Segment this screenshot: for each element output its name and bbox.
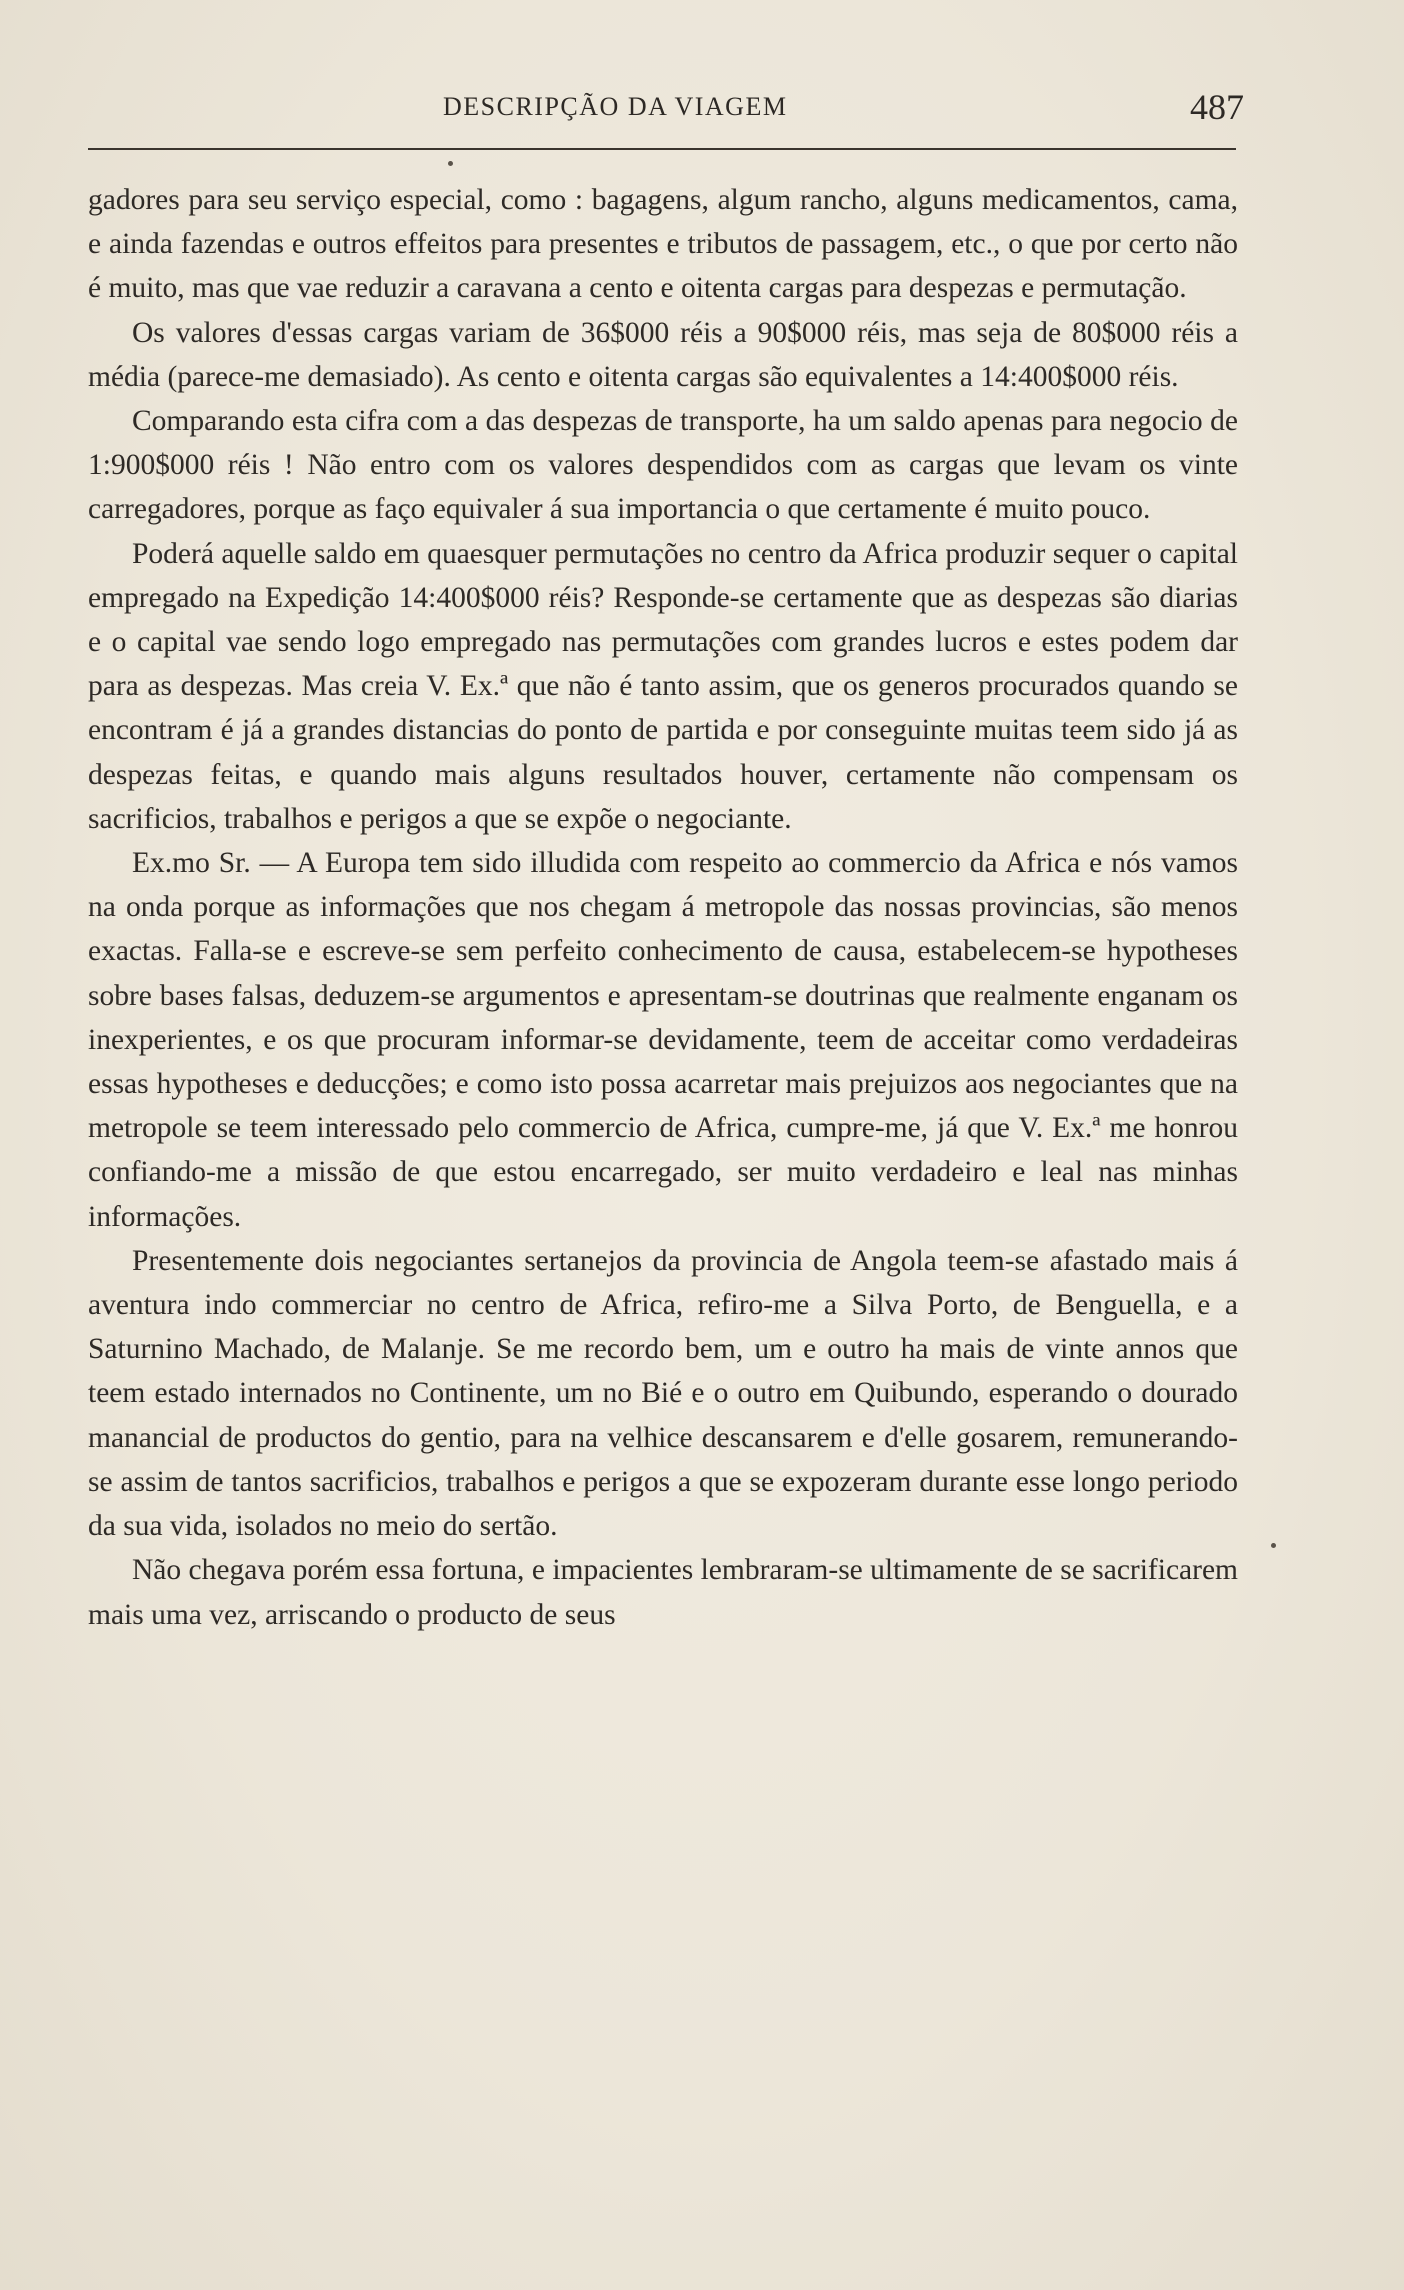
speck	[1271, 1543, 1276, 1548]
running-title: DESCRIPÇÃO DA VIAGEM	[443, 92, 788, 121]
paragraph: Os valores d'essas cargas variam de 36$000 réis a 90$000 réis, mas seja de 80$000 réis a média (parece-me demasiado). As cento e oitenta cargas são equivalentes a 14:400$000 réis.	[88, 316, 1238, 393]
speck	[448, 161, 453, 166]
body-text	[88, 178, 1238, 1637]
paragraph: Ex.mo Sr. — A Europa tem sido illudida com respeito ao commercio da Africa e nós vamos na onda porque as informações que nos chegam á metropole das nossas provincias, são menos exactas. Falla-se e escreve-se sem perfeito conhecimento de causa, estabelecem-se hypotheses sobre bases falsas, deduzem-se argumentos e apresentam-se doutrinas que realmente enganam os inexperientes, e os que procuram informar-se devidamente, teem de acceitar como verdadeiras essas hypotheses e deducções; e como isto possa acarretar mais prejuizos aos negociantes que na metropole se teem interessado pelo commercio de Africa, cumpre-me, já que V. Ex.ª me honrou confiando-me a missão de que estou encarregado, ser muito verdadeiro e leal nas minhas informações.	[88, 847, 1238, 1233]
paragraph: Não chegava porém essa fortuna, e impacientes lembraram-se ultimamente de se sacrificarem mais uma vez, arriscando o producto de seus	[88, 1554, 1238, 1631]
paragraph: Presentemente dois negociantes sertanejos da provincia de Angola teem-se afastado mais á aventura indo commerciar no centro de Africa, refiro-me a Silva Porto, de Benguella, e a Saturnino Machado, de Malanje. Se me recordo bem, um e outro ha mais de vinte annos que teem estado internados no Continente, um no Bié e o outro em Quibundo, esperando o dourado manancial de productos do gentio, para na velhice descansarem e d'elle gosarem, remunerando-se assim de tantos sacrificios, trabalhos e perigos a que se expozeram durante esse longo periodo da sua vida, isolados no meio do sertão.	[88, 1244, 1238, 1543]
paragraph: Poderá aquelle saldo em quaesquer permutações no centro da Africa produzir sequer o capital empregado na Expedição 14:400$000 réis? Responde-se certamente que as despezas são diarias e o capital vae sendo logo empregado nas permutações com grandes lucros e estes podem dar para as despezas. Mas creia V. Ex.ª que não é tanto assim, que os generos procurados quando se encontram é já a grandes distancias do ponto de partida e por conseguinte muitas teem sido já as despezas feitas, e quando mais alguns resultados houver, certamente não compensam os sacrificios, trabalhos e perigos a que se expõe o negociante.	[88, 537, 1238, 835]
header-rule	[88, 148, 1236, 150]
paragraph: Comparando esta cifra com a das despezas de transporte, ha um saldo apenas para negocio de 1:900$000 réis ! Não entro com os valores despendidos com as cargas que levam os vinte carregadores, porque as faço equivaler á sua importancia o que certamente é muito pouco.	[88, 405, 1238, 526]
page-number: 487	[1190, 87, 1244, 127]
page-header	[88, 87, 1244, 132]
paragraph: gadores para seu serviço especial, como : bagagens, algum rancho, alguns medicamentos, cama, e ainda fazendas e outros effeitos para presentes e tributos de passagem, etc., o que por certo não é muito, mas que vae reduzir a caravana a cento e oitenta cargas para despezas e permutação.	[88, 184, 1238, 305]
